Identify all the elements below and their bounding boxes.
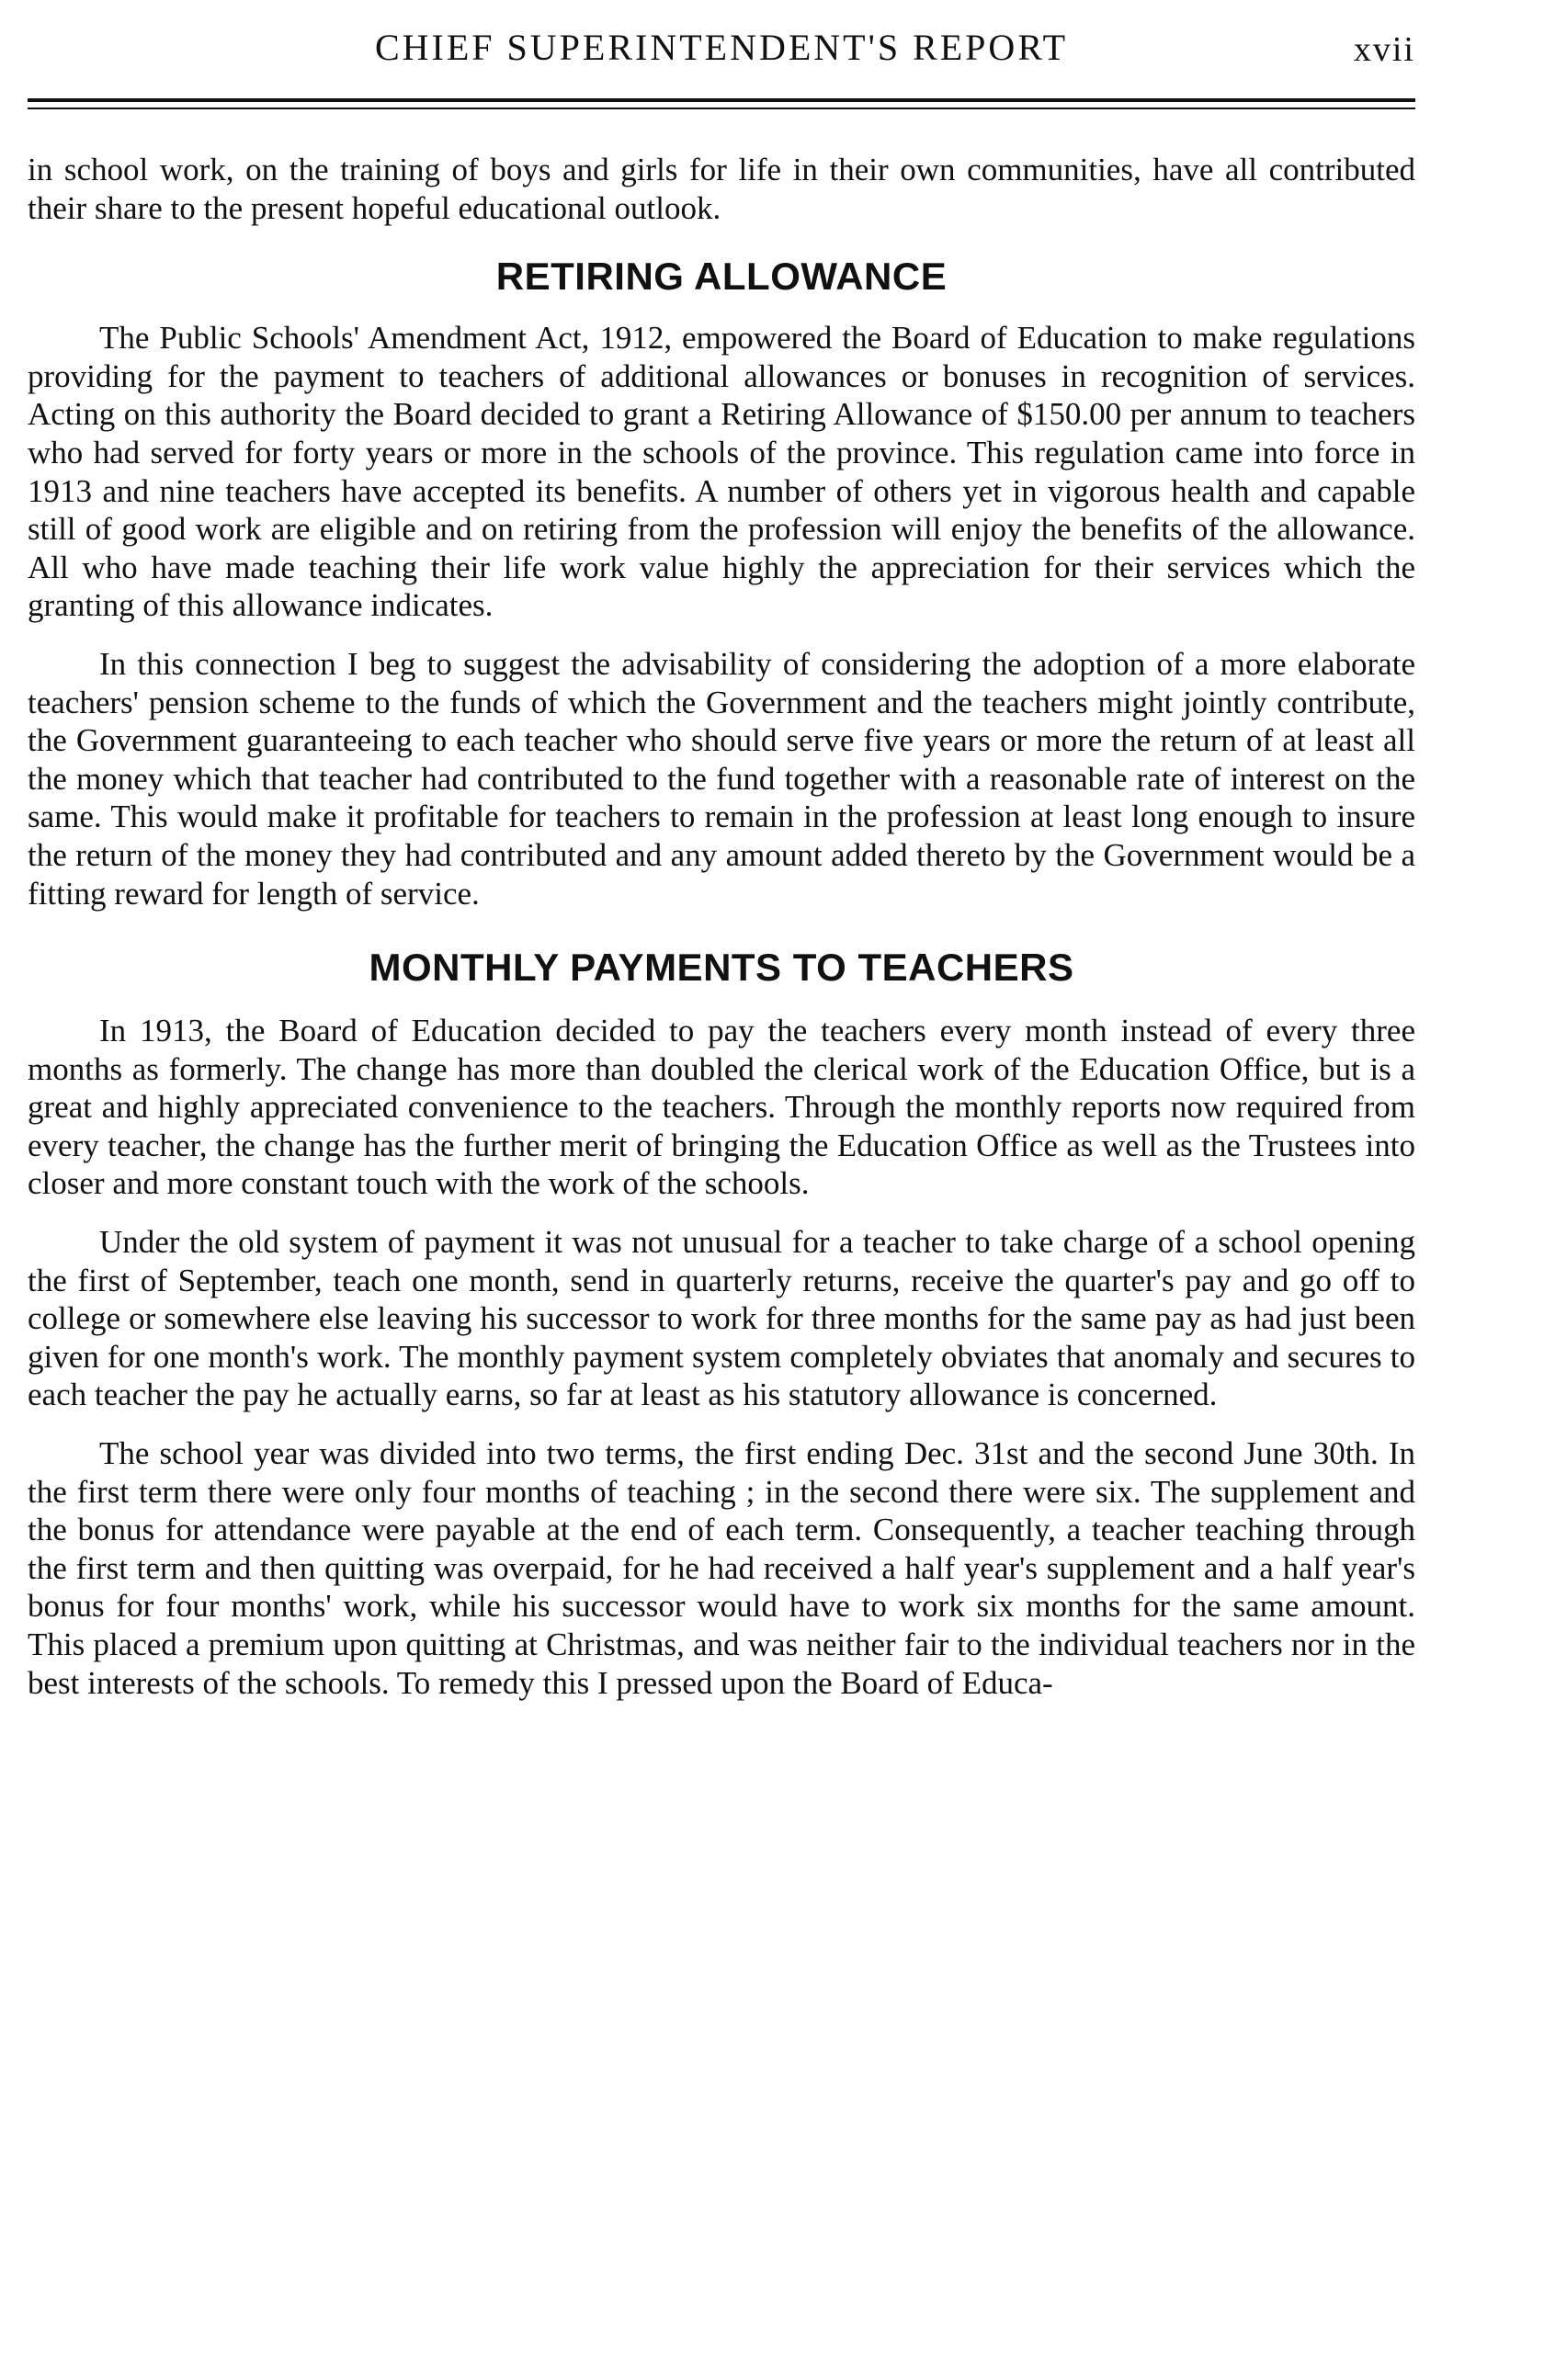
paragraph-monthly-1: In 1913, the Board of Education decided to pay the teachers every month instead of every three months as formerly. The change has more than doubled the clerical work of the Education Office, but is a great and highly appreciated convenience to the teachers. Through the monthly reports now required from every teacher, the change has the further merit of bringing the Education Office as well as the Trustees into closer and more constant touch with the work of the schools. — [28, 1013, 1415, 1202]
header-rule-thin — [28, 108, 1415, 109]
paragraph-retiring-1: The Public Schools' Amendment Act, 1912, empowered the Board of Education to make regulations providing for the payment to teachers of additional allowances or bonuses in recognition of services. Acting on this authority the Board decided to grant a Retiring Allowance of $150.00 per annum to teachers who had served for forty years or more in the schools of the province. This regulation came into force in 1913 and nine teachers have accepted its benefits. A number of others yet in vigorous health and capable still of good work are eligible and on retiring from the profession will enjoy the benefits of the allowance. All who have made teaching their life work value highly the appreciation for their services which the granting of this allowance indicates. — [28, 320, 1415, 624]
running-title: CHIEF SUPERINTENDENT'S REPORT — [374, 27, 1069, 68]
continued-paragraph: in school work, on the training of boys and girls for life in their own communities, have all contributed their share to the present hopeful educational outlook. — [28, 152, 1415, 226]
section-heading-monthly-payments: MONTHLY PAYMENTS TO TEACHERS — [369, 946, 1074, 990]
page-number: xvii — [1353, 30, 1415, 69]
paragraph-retiring-2: In this connection I beg to suggest the advisability of considering the adoption of a more elaborate teachers' pension scheme to the funds of which the Government and the teachers might jointly contribute, the Government guaranteeing to each teacher who should serve five years or more the return of at least all the money which that teacher had contributed to the fund together with a reasonable rate of interest on the same. This would make it profitable for teachers to remain in the profession at least long enough to insure the return of the money they had contributed and any amount added thereto by the Government would be a fitting reward for length of service. — [28, 645, 1415, 912]
header-rule-thick — [28, 98, 1415, 102]
running-header — [28, 26, 1415, 81]
paragraph-monthly-2: Under the old system of payment it was not unusual for a teacher to take charge of a school opening the first of September, teach one month, send in quarterly returns, receive the quarter's pay and go off to college or somewhere else leaving his successor to work for three months for the same pay as had just been given for one month's work. The monthly payment system completely obviates that anomaly and secures to each teacher the pay he actually earns, so far at least as his statutory allowance is concerned. — [28, 1224, 1415, 1413]
body-text — [28, 151, 1415, 1702]
paragraph-monthly-3: The school year was divided into two terms, the first ending Dec. 31st and the second June 30th. In the first term there were only four months of teaching ; in the second there were six. The supplement and the bonus for attendance were payable at the end of each term. Consequently, a teacher teaching through the first term and then quitting was overpaid, for he had received a half year's supplement and a half year's bonus for four months' work, while his successor would have to work six months for the same amount. This placed a premium upon quitting at Christmas, and was neither fair to the individual teachers nor in the best interests of the schools. To remedy this I pressed upon the Board of Educa- — [28, 1435, 1415, 1701]
section-heading-retiring-allowance: RETIRING ALLOWANCE — [495, 255, 948, 299]
